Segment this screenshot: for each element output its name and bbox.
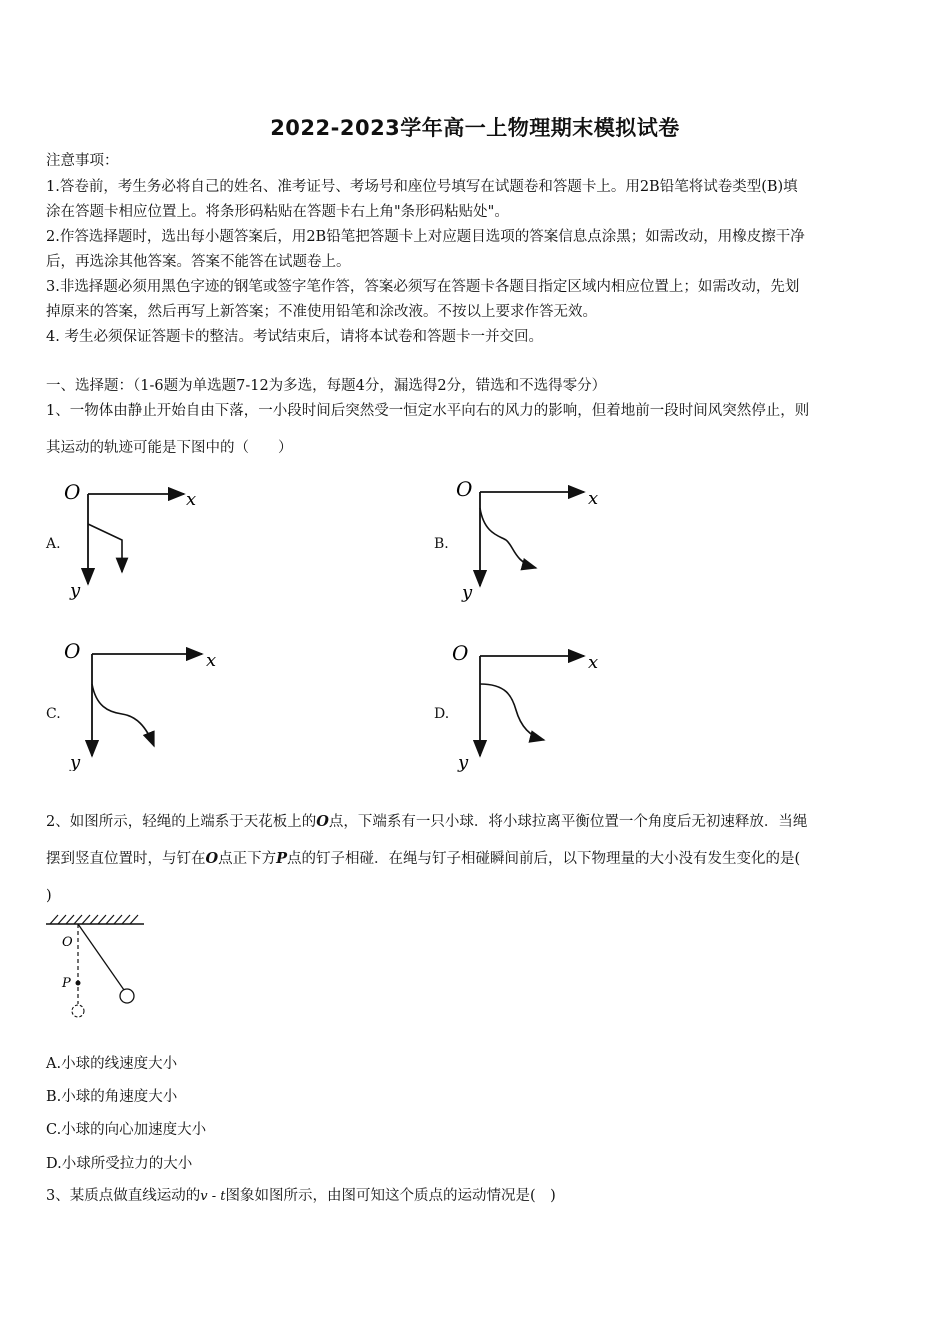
question-2-text [46, 812, 807, 832]
q2-text-part: 点的钉子相碰．在绳与钉子相碰瞬间前后，以下物理量的大小没有发生变化的是( [287, 851, 801, 867]
ball [120, 989, 134, 1003]
question-3-text [46, 1186, 556, 1207]
y-axis-label: y [70, 752, 81, 771]
section-heading: 一、选择题：（1-6题为单选题7-12为多选，每题4分，漏选得2分，错选和不选得零分） [46, 378, 607, 394]
nail-point [76, 981, 81, 986]
q2-option-a[interactable]: A.小球的线速度大小 [46, 1056, 178, 1072]
q1-option-b-label[interactable]: B. [434, 536, 449, 552]
q2-option-d[interactable]: D.小球所受拉力的大小 [46, 1156, 193, 1172]
q1-diagram-b[interactable] [452, 478, 612, 603]
ball-ghost [72, 1005, 84, 1017]
q2-option-c[interactable]: C.小球的向心加速度大小 [46, 1122, 207, 1138]
q2-option-b[interactable]: B.小球的角速度大小 [46, 1089, 178, 1105]
fig-p-label: P [62, 976, 71, 991]
notice-line: 3.非选择题必须用黑色字迹的钢笔或签字笔作答，答案必须写在答题卡各题目指定区域内相应位置上；如需改动，先划 [46, 279, 800, 295]
q3-text-part: 3、某质点做直线运动的 [46, 1188, 201, 1204]
q1-diagram-a[interactable] [60, 478, 200, 603]
y-axis-label: y [70, 580, 81, 601]
x-axis-label: x [588, 652, 599, 673]
origin-label: O [452, 641, 469, 665]
origin-label: O [456, 478, 473, 501]
q2-text-part: 点正下方 [218, 851, 277, 867]
exam-title: 2022-2023学年高一上物理期末模拟试卷 [270, 116, 680, 140]
ceiling-hatch [50, 915, 138, 924]
q2-point-o: O [316, 813, 329, 830]
question-2-text: ) [46, 888, 52, 904]
x-axis-label: x [186, 489, 197, 510]
notice-heading: 注意事项： [46, 153, 119, 169]
q2-pendulum-diagram [44, 910, 154, 1025]
notice-line: 后，再选涂其他答案。答案不能答在试题卷上。 [46, 254, 351, 270]
x-axis-label: x [588, 488, 599, 509]
origin-label: O [64, 639, 81, 663]
notice-line: 2.作答选择题时，选出每小题答案后，用2B铅笔把答题卡上对应题目选项的答案信息点涂黑；如需改动，用橡皮擦干净 [46, 229, 805, 245]
x-axis-label: x [206, 650, 217, 671]
question-1-text: 其运动的轨迹可能是下图中的（ ） [46, 440, 293, 456]
q2-text-part: 2、如图所示，轻绳的上端系于天花板上的 [46, 814, 317, 830]
notice-line: 涂在答题卡相应位置上。将条形码粘贴在答题卡右上角"条形码粘贴处"。 [46, 204, 509, 220]
q2-text-part: 摆到竖直位置时，与钉在 [46, 851, 206, 867]
q1-option-a-label[interactable]: A. [46, 536, 61, 552]
notice-line: 掉原来的答案，然后再写上新答案；不准使用铅笔和涂改液。不按以上要求作答无效。 [46, 304, 597, 320]
q1-diagram-c[interactable] [62, 636, 232, 771]
origin-label: O [64, 480, 81, 504]
fig-o-label: O [62, 935, 73, 950]
q1-diagram-d[interactable] [450, 640, 610, 772]
q1-option-d-label[interactable]: D. [434, 706, 450, 722]
q1-option-c-label[interactable]: C. [46, 706, 61, 722]
q3-text-part: 图象如图所示，由图可知这个质点的运动情况是( ) [225, 1188, 556, 1204]
notice-line: 4. 考生必须保证答题卡的整洁。考试结束后，请将本试卷和答题卡一并交回。 [46, 329, 543, 345]
notice-line: 1.答卷前，考生务必将自己的姓名、准考证号、考场号和座位号填写在试题卷和答题卡上。用2B铅笔将试卷类型(B)填 [46, 179, 798, 195]
q2-text-part: 点，下端系有一只小球．将小球拉离平衡位置一个角度后无初速释放．当绳 [328, 814, 808, 830]
question-2-text [46, 849, 800, 869]
q2-point-o: O [205, 850, 219, 867]
question-1-text: 1、一物体由静止开始自由下落，一小段时间后突然受一恒定水平向右的风力的影响，但着地前一段时间风突然停止，则 [46, 403, 810, 419]
y-axis-label: y [462, 582, 473, 603]
y-axis-label: y [458, 752, 469, 772]
q3-vt-symbol: v - t [200, 1189, 226, 1204]
q2-point-p: P [276, 850, 288, 867]
